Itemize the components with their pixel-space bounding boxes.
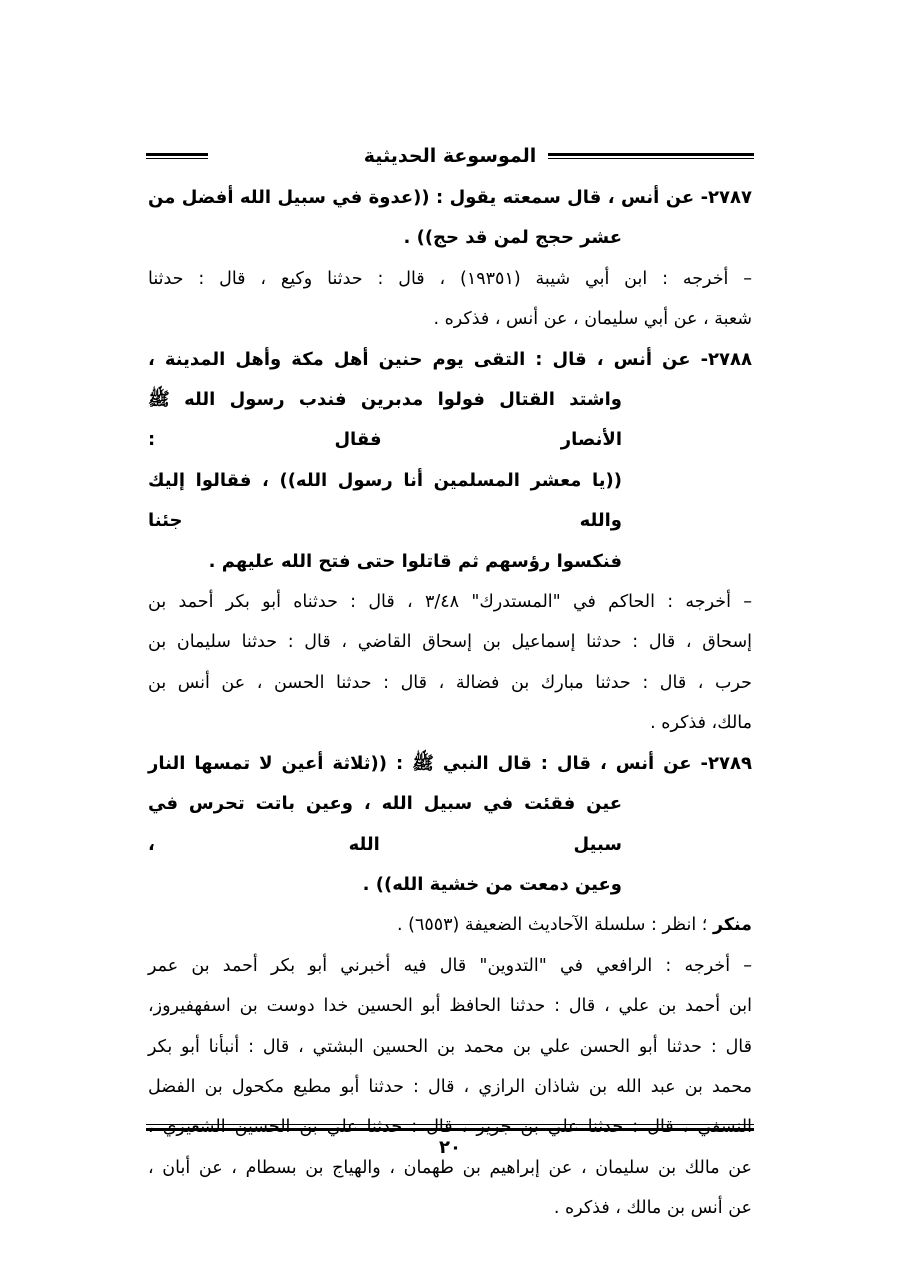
takhrij-2787-line-1: – أخرجه : ابن أبي شيبة (١٩٣٥١) ، قال : حدثنا وكيع ، قال : حدثنا — [148, 268, 752, 289]
takhrij-2789-line-2: ابن أحمد بن علي ، قال : حدثنا الحافظ أبو الحسين خدا دوست بن اسفهفيروز، — [148, 996, 752, 1017]
takhrij-2787-line-2: شعبة ، عن أبي سليمان ، عن أنس ، فذكره . — [433, 309, 752, 330]
takhrij-2789-line-1: – أخرجه : الرافعي في "التدوين" قال فيه أخبرني أبو بكر أحمد بن عمر — [148, 955, 752, 976]
takhrij-2789-line-4: محمد بن عبد الله بن شاذان الرازي ، قال : حدثنا أبو مطيع مكحول بن الفضل — [148, 1076, 752, 1097]
page-content — [148, 178, 752, 1229]
takhrij-2788-line-4: مالك، فذكره . — [650, 713, 752, 734]
takhrij-2788-line-3: حرب ، قال : حدثنا مبارك بن فضالة ، قال : حدثنا الحسن ، عن أنس بن — [148, 672, 752, 693]
takhrij-2788-line-1: – أخرجه : الحاكم في "المستدرك" ٣/٤٨ ، قال : حدثناه أبو بكر أحمد بن — [148, 592, 752, 613]
hadith-2788-line-1: ٢٧٨٨- عن أنس ، قال : التقى يوم حنين أهل مكة وأهل المدينة ، — [148, 348, 752, 370]
header-title — [146, 138, 754, 174]
footer-rule — [146, 1124, 754, 1134]
page-number: ٢٠ — [439, 1137, 461, 1158]
hadith-2788-line-3: ((يا معشر المسلمين أنا رسول الله)) ، فقالوا إليك والله جئنا — [148, 469, 622, 532]
page-header — [146, 138, 754, 174]
takhrij-2789-line-3: قال : حدثنا أبو الحسن علي بن محمد بن الحسين البشتي ، قال : أنبأنا أبو بكر — [148, 1036, 752, 1057]
hadith-2787-line-2: عشر حجج لمن قد حج)) . — [403, 227, 622, 249]
grade-line — [148, 905, 752, 945]
grade-text: ؛ انظر : سلسلة الآحاديث الضعيفة (٦٥٥٣) . — [396, 915, 708, 936]
hadith-2787-line-1: ٢٧٨٧- عن أنس ، قال سمعته يقول : ((عدوة في سبيل الله أفضل من — [148, 187, 752, 208]
header-title-text: الموسوعة الحديثية — [352, 145, 549, 167]
footer-rule-thin — [146, 1124, 754, 1125]
hadith-2789-line-3: وعين دمعت من خشية الله)) . — [362, 873, 622, 895]
hadith-2788-line-2: واشتد القتال فولوا مدبرين فندب رسول الله ﷺ الأنصار فقال : — [148, 389, 622, 451]
takhrij-2789-line-6: عن مالك بن سليمان ، عن إبراهيم بن طهمان ، والهياج بن بسطام ، عن أبان ، — [148, 1157, 752, 1178]
hadith-2788-line-4: فنكسوا رؤسهم ثم قاتلوا حتى فتح الله عليهم . — [208, 550, 622, 572]
takhrij-2789-line-7: عن أنس بن مالك ، فذكره . — [553, 1198, 752, 1219]
grade-label: منكر — [712, 915, 752, 936]
footer-rule-thick — [146, 1128, 754, 1131]
hadith-2789-line-2: عين فقئت في سبيل الله ، وعين باتت تحرس في سبيل الله ، — [148, 793, 622, 855]
takhrij-2789-line-5: النسفي ، قال : حدثنا علي بن جرير ، قال : حدثنا علي بن الحسين الشعيري ، — [148, 1117, 752, 1138]
hadith-2789-line-1: ٢٧٨٩- عن أنس ، قال : قال النبي ﷺ : ((ثلاثة أعين لا تمسها النار — [148, 752, 752, 774]
takhrij-2788-line-2: إسحاق ، قال : حدثنا إسماعيل بن إسحاق القاضي ، قال : حدثنا سليمان بن — [148, 632, 752, 653]
